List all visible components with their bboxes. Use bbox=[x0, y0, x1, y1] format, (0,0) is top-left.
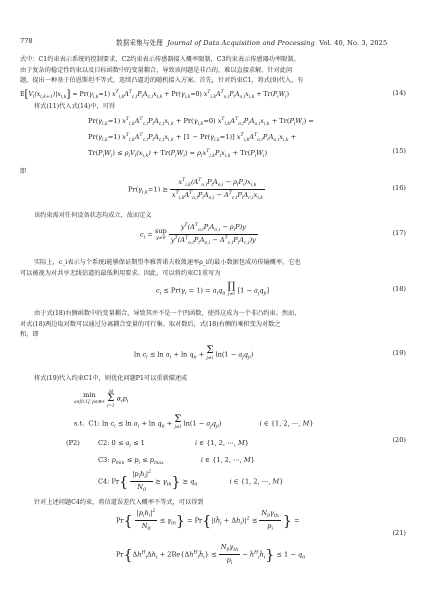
text-line: 可以被视为对共享无线信道的最低利用要求。因此，可以将约束C1重写为 bbox=[20, 269, 221, 277]
equation-18: $c_i \le Pr(\gamma_i = 1) = a_iq_{ii}$ ∏ j≠i $[1 - a_jq_{ji}]$ bbox=[156, 281, 270, 297]
paragraph-2: 将式(11)代入式(14)中，可得 bbox=[34, 103, 116, 110]
equation-number: (21) bbox=[392, 529, 406, 537]
equation-21-line-1: Pr{ $\frac{|p_ih_i|^2}{N_0}$ ≤ $\gamma_{th}$} = $Pr\{|(ĥ_i + \Delta h_i)|^2$ ≤ $\frac{N_0\gamma_{th}}{p_i}$ } = bbox=[116, 509, 300, 532]
page-number: 778 bbox=[20, 37, 33, 45]
problem-label: (P2) bbox=[66, 439, 80, 447]
text-line: 由于式(18)右侧函数中的变量耦合，导致其并不是一个凹函数，使得这成为一个非凸约束。然而， bbox=[34, 310, 301, 317]
equation-20-constraint-1: s.t. C1: $\ln c_i \le \ln a_i + \ln q_{ii} + \Sigma$ j≠i $\ln(1 - a_jq_{ji})$ i ∈ {1, 2, ⋯, M} bbox=[74, 414, 314, 430]
equation-19: $\ln c_i \le \ln a_i + \ln q_{ii} + \Sigma$ j≠i $\ln(1 - a_jq_{ji})$ bbox=[134, 345, 254, 361]
running-header bbox=[116, 37, 387, 47]
paragraph-7: 将式(19)代入约束C1中，则优化问题P1可以重新描述成 bbox=[34, 375, 188, 382]
text-line: 对式(18)两边取对数可以通过分离耦合变量的可行集。取对数后，式(18)右侧的乘积变为对数之 bbox=[20, 320, 281, 328]
equation-15-line-3: $Tr(P_iW_i) \le \rho_iV_i(x_{i,k}) + Tr(P_iW_i) = \rho_ix^T_{i,k}P_ix_{i,k} + Tr(P_iW_i)$ bbox=[88, 149, 268, 159]
text-line: 式中：C1约束表示系统的控制要求，C2约束表示传感器接入概率限制，C3约束表示传感器功率限制。 bbox=[20, 56, 300, 63]
equation-number: (17) bbox=[392, 229, 406, 237]
paragraph-4: 该约束需对任何设备状态均成立，故而定义 bbox=[34, 212, 152, 219]
journal-title-en: Journal of Data Acquisition and Processing bbox=[167, 39, 315, 47]
paragraph-5 bbox=[20, 258, 301, 279]
equation-20-constraint-2: C2: $0 \le a_i \le 1$ i ∈ {1, 2, ⋯, M} bbox=[98, 439, 249, 449]
volume-info: Vol. 40, No. 3, 2025 bbox=[319, 39, 388, 47]
equation-number: (19) bbox=[392, 349, 406, 357]
equation-20-objective: min a∈[0,1], p∈ℝ+ M Σ i=1 $\alpha_ip_i$ bbox=[74, 389, 129, 408]
journal-title-cn: 数据采集与处理 bbox=[116, 39, 163, 47]
text-line: 和，即 bbox=[20, 331, 39, 339]
equation-number: (20) bbox=[392, 436, 406, 444]
equation-20-constraint-3: C3: $p_{min} \le p_i \le p_{max}$ i ∈ {1, 2, ⋯, M} bbox=[98, 456, 255, 466]
equation-21-line-2: $Pr\{\Delta h^H_i\Delta h_i$ + $2Re\{\Delta h^H_iĥ_i\}$ ≤ $\frac{N_0\gamma_{th}}{p_i}$ − $ĥ^H_iĥ_i\} \le 1 - q_{ii}$ bbox=[116, 543, 306, 566]
paragraph-3: 即 bbox=[20, 168, 27, 175]
equation-number: (16) bbox=[392, 184, 406, 192]
equation-15-line-2: $Pr(\gamma_{i,k}=1) x^T_{i,k}A^T_{c,i}P_iA_{c,i}x_{i,k} + [1 - Pr(\gamma_{i,k}=1)] x^T_{i,k}A^T_{o,i}P_iA_{o,i}x_{i,k}$ + bbox=[88, 133, 297, 143]
equation-20-constraint-4: C4: Pr{ $\frac{|p_ih_i|^2}{N_0}$ ≥ $\gamma_{th}\} \ge q_{ii}$ i ∈ {1, 2, ⋯, M} bbox=[98, 470, 284, 493]
paragraph-6 bbox=[20, 309, 300, 341]
equation-15-line-1: $Pr(\gamma_{i,k}=1) x^T_{i,k}A^T_{c,i}P_iA_{c,i}x_{i,k} + Pr(\gamma_{i,k}=0) x^T_{i,k}A^T_{o,i}P_iA_{o,i}x_{i,k} + Tr(P_iW_i)$ = bbox=[88, 117, 314, 127]
text-line: 由于复杂的稳定性约束以及目标函数中的变量耦合，导致该问题是非凸的，难以直接求解。针对此问 bbox=[20, 66, 293, 74]
equation-number: (18) bbox=[392, 285, 406, 293]
equation-number: (15) bbox=[392, 147, 406, 155]
text-line: 题，提出一种基于伯恩斯坦不等式、连续凸逼近的随机接入方案。首先，针对约束C1，将式(9)代入，有 bbox=[20, 77, 304, 85]
text-line: 实际上，c_i表示与个系统i能够保证期望李雅普诺夫收敛速率ρ_i的最小数据包成功传输概率，它也 bbox=[34, 259, 301, 266]
equation-17: $c_i$ = sup y≠0 $\frac{y^T(A^T_{o,i}P_iA_{o,i} - \rho_iP)y}{y^T(A^T_{o,i}P_iA_{o,i} - A^T_{c,i}P_iA_{c,i})y}$ bbox=[140, 223, 256, 246]
equation-number: (14) bbox=[392, 89, 406, 97]
equation-16: $Pr(\gamma_{i,k}=1)$ ≥ $\frac{x^T_{i,k}(A^T_{o,i}P_iA_{o,i} - \rho_iP_i)x_{i,k}}{x^T_{i,k}A^T_{o,i}P_iA_{o,i} - A^T_{c,i}P_iA_{c,i}x_{i,k}}$ bbox=[128, 178, 264, 201]
paragraph-1 bbox=[20, 55, 304, 87]
paragraph-8: 针对上述问题C4约束，将信道误差代入概率不等式，可以得到 bbox=[34, 499, 204, 506]
equation-14: $E[V_i(x_{i,k+1})|x_{i,k}] = Pr(\gamma_{i,k}=1) x^T_{i,k}A^T_{c,i}P_iA_{c,i}x_{i,k} + Pr(\gamma_{i,k}=0) x^T_{i,k}A^T_{o,i}P_iA_{o,i}x_{i,k} + Tr(P_iW_i)$ bbox=[20, 89, 289, 100]
